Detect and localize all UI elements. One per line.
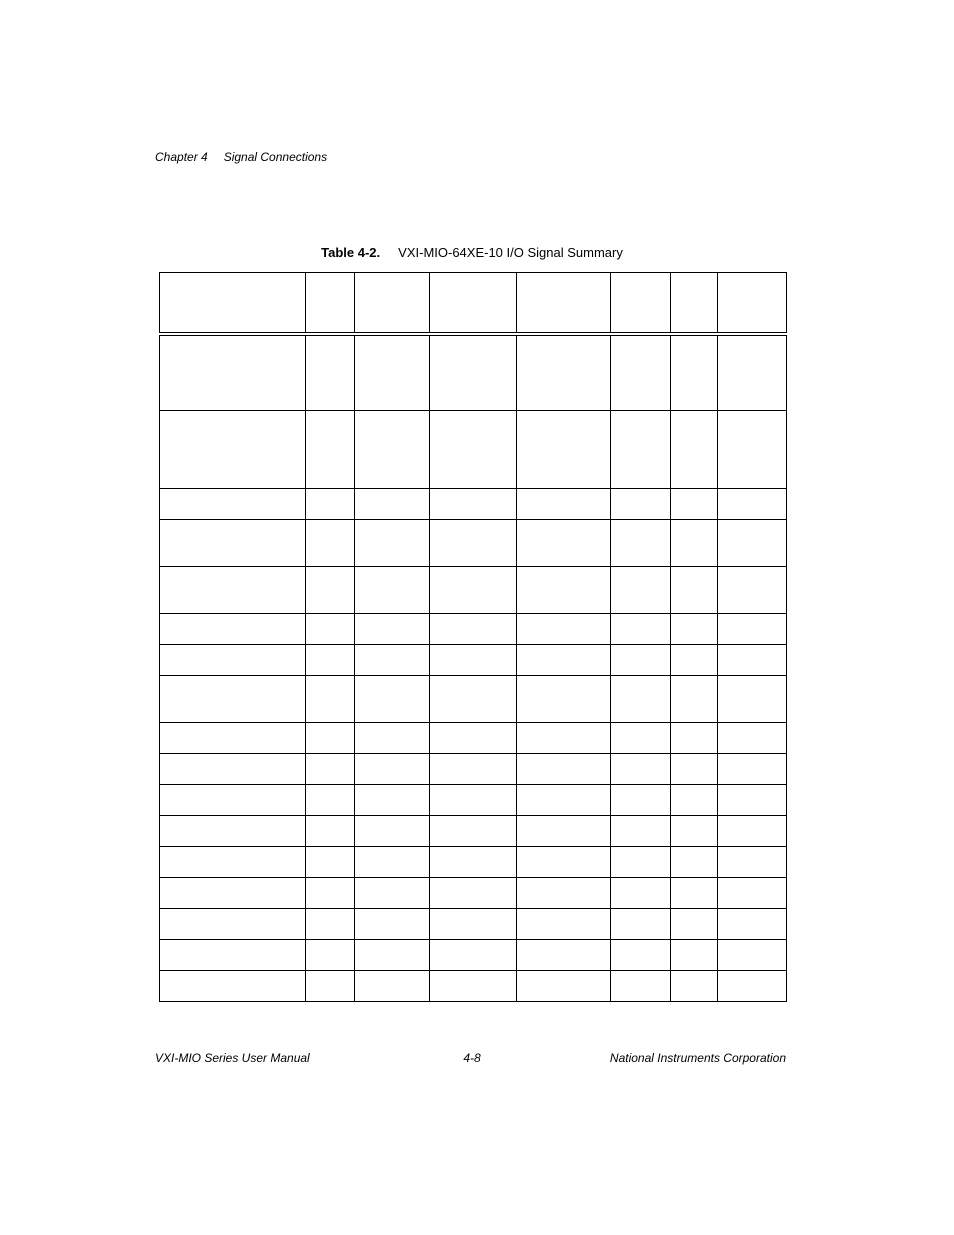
table-cell xyxy=(306,722,355,753)
table-cell xyxy=(355,722,430,753)
table-row xyxy=(160,877,787,908)
footer-page-number: 4-8 xyxy=(463,1051,481,1065)
table-cell xyxy=(430,753,517,784)
table-cell xyxy=(160,410,306,488)
table-cell xyxy=(355,846,430,877)
table-cell xyxy=(671,753,718,784)
table-cell xyxy=(430,908,517,939)
table-cell xyxy=(718,410,787,488)
table-cell xyxy=(517,784,611,815)
table-cell xyxy=(718,675,787,722)
table-cell xyxy=(671,334,718,410)
footer-company: National Instruments Corporation xyxy=(609,1051,786,1065)
table-row xyxy=(160,410,787,488)
table-cell xyxy=(517,753,611,784)
table-cell xyxy=(718,753,787,784)
table-row xyxy=(160,722,787,753)
table-cell xyxy=(671,613,718,644)
table-cell xyxy=(306,644,355,675)
table-cell xyxy=(160,815,306,846)
table-cell xyxy=(306,908,355,939)
header-cell xyxy=(718,273,787,335)
table-row xyxy=(160,644,787,675)
table-cell xyxy=(517,675,611,722)
table-cell xyxy=(517,334,611,410)
table-cell xyxy=(160,784,306,815)
table-cell xyxy=(611,644,671,675)
table-cell xyxy=(306,334,355,410)
table-cell xyxy=(718,334,787,410)
table-caption-label: Table 4-2. xyxy=(321,245,381,260)
table-cell xyxy=(355,939,430,970)
table-cell xyxy=(718,722,787,753)
table-cell xyxy=(306,566,355,613)
footer-manual-title: VXI-MIO Series User Manual xyxy=(155,1051,310,1065)
header-cell xyxy=(611,273,671,335)
table-cell xyxy=(718,908,787,939)
table-cell xyxy=(718,784,787,815)
table-cell xyxy=(430,488,517,519)
table-cell xyxy=(517,877,611,908)
table-cell xyxy=(160,753,306,784)
table-cell xyxy=(160,939,306,970)
table-cell xyxy=(306,815,355,846)
table-cell xyxy=(355,644,430,675)
table-cell xyxy=(355,488,430,519)
table-cell xyxy=(517,908,611,939)
table-cell xyxy=(611,939,671,970)
table-row xyxy=(160,613,787,644)
table-cell xyxy=(306,939,355,970)
table-body xyxy=(160,334,787,1001)
table-row xyxy=(160,846,787,877)
table-cell xyxy=(355,753,430,784)
table-cell xyxy=(611,675,671,722)
table-cell xyxy=(306,410,355,488)
table-cell xyxy=(718,644,787,675)
table-cell xyxy=(517,519,611,566)
table-cell xyxy=(718,566,787,613)
table-cell xyxy=(306,753,355,784)
table-row xyxy=(160,753,787,784)
table-cell xyxy=(306,519,355,566)
table-row xyxy=(160,488,787,519)
table-cell xyxy=(517,410,611,488)
table-cell xyxy=(611,846,671,877)
table-row xyxy=(160,939,787,970)
table-cell xyxy=(430,784,517,815)
signal-summary-table xyxy=(159,272,787,1002)
table-cell xyxy=(611,488,671,519)
table-row xyxy=(160,970,787,1001)
table-cell xyxy=(517,722,611,753)
header-cell xyxy=(355,273,430,335)
chapter-label: Chapter 4 xyxy=(155,150,208,164)
table-cell xyxy=(306,877,355,908)
table-cell xyxy=(160,877,306,908)
table-cell xyxy=(306,675,355,722)
table-cell xyxy=(430,939,517,970)
table-cell xyxy=(430,722,517,753)
table-row xyxy=(160,784,787,815)
table-cell xyxy=(430,877,517,908)
table-cell xyxy=(430,334,517,410)
table-row xyxy=(160,334,787,410)
table-cell xyxy=(355,815,430,846)
table-cell xyxy=(517,970,611,1001)
table-cell xyxy=(517,846,611,877)
table-cell xyxy=(517,566,611,613)
table-cell xyxy=(671,519,718,566)
table-caption xyxy=(0,245,944,260)
table-cell xyxy=(517,613,611,644)
table-cell xyxy=(306,970,355,1001)
table-cell xyxy=(611,722,671,753)
table-cell xyxy=(611,753,671,784)
table-cell xyxy=(611,908,671,939)
table-cell xyxy=(611,877,671,908)
table-cell xyxy=(671,939,718,970)
table-cell xyxy=(611,970,671,1001)
header-cell xyxy=(160,273,306,335)
table-cell xyxy=(306,613,355,644)
table-cell xyxy=(160,722,306,753)
table-cell xyxy=(306,784,355,815)
header-cell xyxy=(671,273,718,335)
table-row xyxy=(160,519,787,566)
table-cell xyxy=(306,488,355,519)
table-cell xyxy=(160,908,306,939)
table-cell xyxy=(671,410,718,488)
table-cell xyxy=(718,613,787,644)
table-cell xyxy=(718,488,787,519)
table-cell xyxy=(718,846,787,877)
header-cell xyxy=(517,273,611,335)
table-cell xyxy=(671,970,718,1001)
table-cell xyxy=(517,939,611,970)
table-cell xyxy=(355,970,430,1001)
table-cell xyxy=(671,784,718,815)
table-cell xyxy=(611,519,671,566)
table-cell xyxy=(160,970,306,1001)
section-label: Signal Connections xyxy=(223,150,328,164)
table-cell xyxy=(355,410,430,488)
table-cell xyxy=(671,722,718,753)
header-cell xyxy=(306,273,355,335)
table-caption-title: VXI-MIO-64XE-10 I/O Signal Summary xyxy=(398,245,623,260)
table-cell xyxy=(611,334,671,410)
table-cell xyxy=(611,784,671,815)
table-cell xyxy=(671,644,718,675)
table-row xyxy=(160,815,787,846)
table-cell xyxy=(611,815,671,846)
table-cell xyxy=(160,675,306,722)
table-cell xyxy=(718,877,787,908)
table-cell xyxy=(611,566,671,613)
table-cell xyxy=(160,566,306,613)
table-cell xyxy=(671,675,718,722)
table-cell xyxy=(160,334,306,410)
table-cell xyxy=(160,519,306,566)
table-cell xyxy=(671,566,718,613)
table-cell xyxy=(430,970,517,1001)
table-row xyxy=(160,675,787,722)
table-cell xyxy=(160,488,306,519)
table-row xyxy=(160,566,787,613)
table-cell xyxy=(611,410,671,488)
table-header-row xyxy=(160,273,787,335)
table-cell xyxy=(160,644,306,675)
table-cell xyxy=(355,675,430,722)
table-cell xyxy=(430,613,517,644)
table-cell xyxy=(718,815,787,846)
table-cell xyxy=(517,815,611,846)
table-cell xyxy=(355,877,430,908)
table-cell xyxy=(671,908,718,939)
table-cell xyxy=(671,846,718,877)
table-cell xyxy=(671,488,718,519)
table-cell xyxy=(160,846,306,877)
table-cell xyxy=(355,784,430,815)
table-cell xyxy=(355,908,430,939)
table-cell xyxy=(611,613,671,644)
table-cell xyxy=(718,519,787,566)
table-cell xyxy=(671,815,718,846)
table-cell xyxy=(517,488,611,519)
table-cell xyxy=(430,410,517,488)
table-cell xyxy=(355,334,430,410)
table-cell xyxy=(517,644,611,675)
table-cell xyxy=(430,644,517,675)
table-cell xyxy=(355,613,430,644)
table-cell xyxy=(160,613,306,644)
table-cell xyxy=(430,815,517,846)
table-cell xyxy=(355,519,430,566)
running-header xyxy=(155,150,327,164)
table-cell xyxy=(430,519,517,566)
table-cell xyxy=(671,877,718,908)
table-cell xyxy=(718,970,787,1001)
table-row xyxy=(160,908,787,939)
table-cell xyxy=(718,939,787,970)
table-cell xyxy=(355,566,430,613)
header-cell xyxy=(430,273,517,335)
table-cell xyxy=(306,846,355,877)
table-cell xyxy=(430,566,517,613)
table-cell xyxy=(430,846,517,877)
table-cell xyxy=(430,675,517,722)
